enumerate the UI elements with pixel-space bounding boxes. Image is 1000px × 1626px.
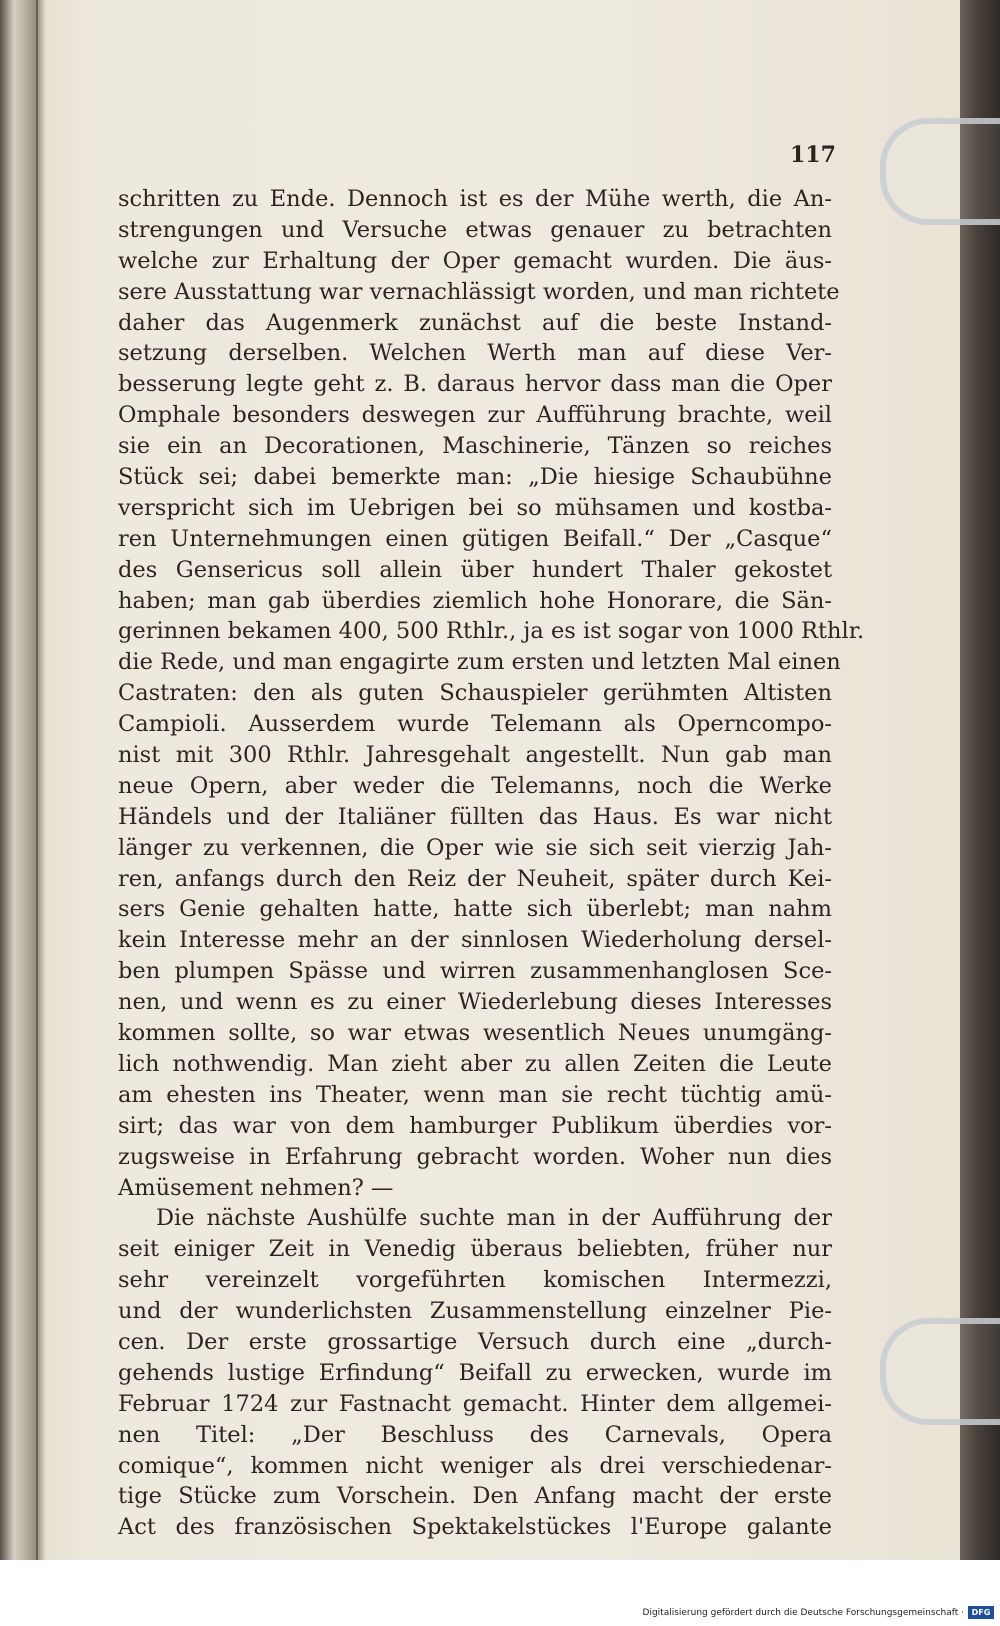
text-line: besserung legte geht z. B. daraus hervor dass man die Oper (118, 371, 832, 398)
text-line: Februar 1724 zur Fastnacht gemacht. Hinter dem allgemei- (118, 1390, 832, 1417)
gutter-shadow (36, 0, 46, 1560)
text-line: und der wunderlichsten Zusammenstellung einzelner Pie- (118, 1298, 832, 1325)
page-clip-top (880, 118, 1000, 225)
text-line: strengungen und Versuche etwas genauer zu betrachten (118, 216, 832, 243)
text-line: ren Unternehmungen einen gütigen Beifall.“ Der „Casque“ (118, 525, 832, 552)
text-line: nen, und wenn es zu einer Wiederlebung dieses Interesses (118, 989, 832, 1016)
text-line: sie ein an Decorationen, Maschinerie, Tänzen so reiches (118, 433, 832, 460)
funding-note: Digitalisierung gefördert durch die Deutsche Forschungsgemeinschaft · (642, 1608, 964, 1618)
text-line: welche zur Erhaltung der Oper gemacht wurden. Die äus- (118, 247, 832, 274)
text-line: am ehesten ins Theater, wenn man sie recht tüchtig amü- (118, 1081, 832, 1108)
text-line: lich nothwendig. Man zieht aber zu allen Zeiten die Leute (118, 1050, 832, 1077)
text-line: neue Opern, aber weder die Telemanns, noch die Werke (118, 772, 832, 799)
text-line: zugsweise in Erfahrung gebracht worden. Woher nun dies (118, 1143, 832, 1170)
text-line: ben plumpen Spässe und wirren zusammenhanglosen Sce- (118, 958, 832, 985)
left-page-stack (0, 0, 40, 1560)
dfg-logo: DFG (968, 1606, 994, 1619)
text-line: länger zu verkennen, die Oper wie sie sich seit vierzig Jah- (118, 834, 832, 861)
body-text (118, 184, 865, 1543)
text-line: gehends lustige Erfindung“ Beifall zu erwecken, wurde im (118, 1359, 832, 1386)
text-line: setzung derselben. Welchen Werth man auf diese Ver- (118, 340, 832, 367)
text-line: Stück sei; dabei bemerkte man: „Die hiesige Schaubühne (118, 464, 832, 491)
text-line: seit einiger Zeit in Venedig überaus beliebten, früher nur (118, 1236, 832, 1263)
text-line: nist mit 300 Rthlr. Jahresgehalt angestellt. Nun gab man (118, 742, 832, 769)
text-line: des Gensericus soll allein über hundert Thaler gekostet (118, 556, 832, 583)
text-line: die Rede, und man engagirte zum ersten und letzten Mal einen (118, 649, 841, 676)
text-line: Händels und der Italiäner füllten das Haus. Es war nicht (118, 803, 832, 830)
text-line: tige Stücke zum Vorschein. Den Anfang macht der erste (118, 1483, 832, 1510)
text-line: Castraten: den als guten Schauspieler gerühmten Altisten (118, 680, 832, 707)
text-line: sers Genie gehalten hatte, hatte sich überlebt; man nahm (118, 896, 832, 923)
text-line: kein Interesse mehr an der sinnlosen Wiederholung dersel- (118, 927, 832, 954)
text-line: kommen sollte, so war etwas wesentlich Neues unumgäng- (118, 1020, 832, 1047)
text-line: Die nächste Aushülfe suchte man in der Aufführung der (156, 1205, 832, 1232)
text-line: haben; man gab überdies ziemlich hohe Honorare, die Sän- (118, 587, 832, 614)
text-line: sehr vereinzelt vorgeführten komischen Intermezzi, (118, 1267, 832, 1294)
text-line: sere Ausstattung war vernachlässigt worden, und man richtete (118, 278, 840, 305)
text-line: verspricht sich im Uebrigen bei so mühsamen und kostba- (118, 494, 832, 521)
page-number: 117 (790, 142, 836, 168)
text-line: comique“, kommen nicht weniger als drei verschiedenar- (118, 1452, 832, 1479)
text-line: Campioli. Ausserdem wurde Telemann als Operncompo- (118, 711, 832, 738)
text-line: nen Titel: „Der Beschluss des Carnevals, Opera (118, 1421, 832, 1448)
text-line: sirt; das war von dem hamburger Publikum überdies vor- (118, 1112, 832, 1139)
text-line: Omphale besonders deswegen zur Aufführung brachte, weil (118, 402, 832, 429)
page-clip-bottom (880, 1318, 1000, 1425)
text-line: daher das Augenmerk zunächst auf die beste Instand- (118, 309, 832, 336)
text-line: Act des französischen Spektakelstückes l'Europe galante (118, 1514, 832, 1541)
text-line: ren, anfangs durch den Reiz der Neuheit, später durch Kei- (118, 865, 832, 892)
text-line: Amüsement nehmen? — (118, 1174, 394, 1201)
text-line: schritten zu Ende. Dennoch ist es der Mühe werth, die An- (118, 186, 832, 212)
text-line: cen. Der erste grossartige Versuch durch eine „durch- (118, 1328, 832, 1355)
text-line: gerinnen bekamen 400, 500 Rthlr., ja es ist sogar von 1000 Rthlr. (118, 618, 865, 645)
